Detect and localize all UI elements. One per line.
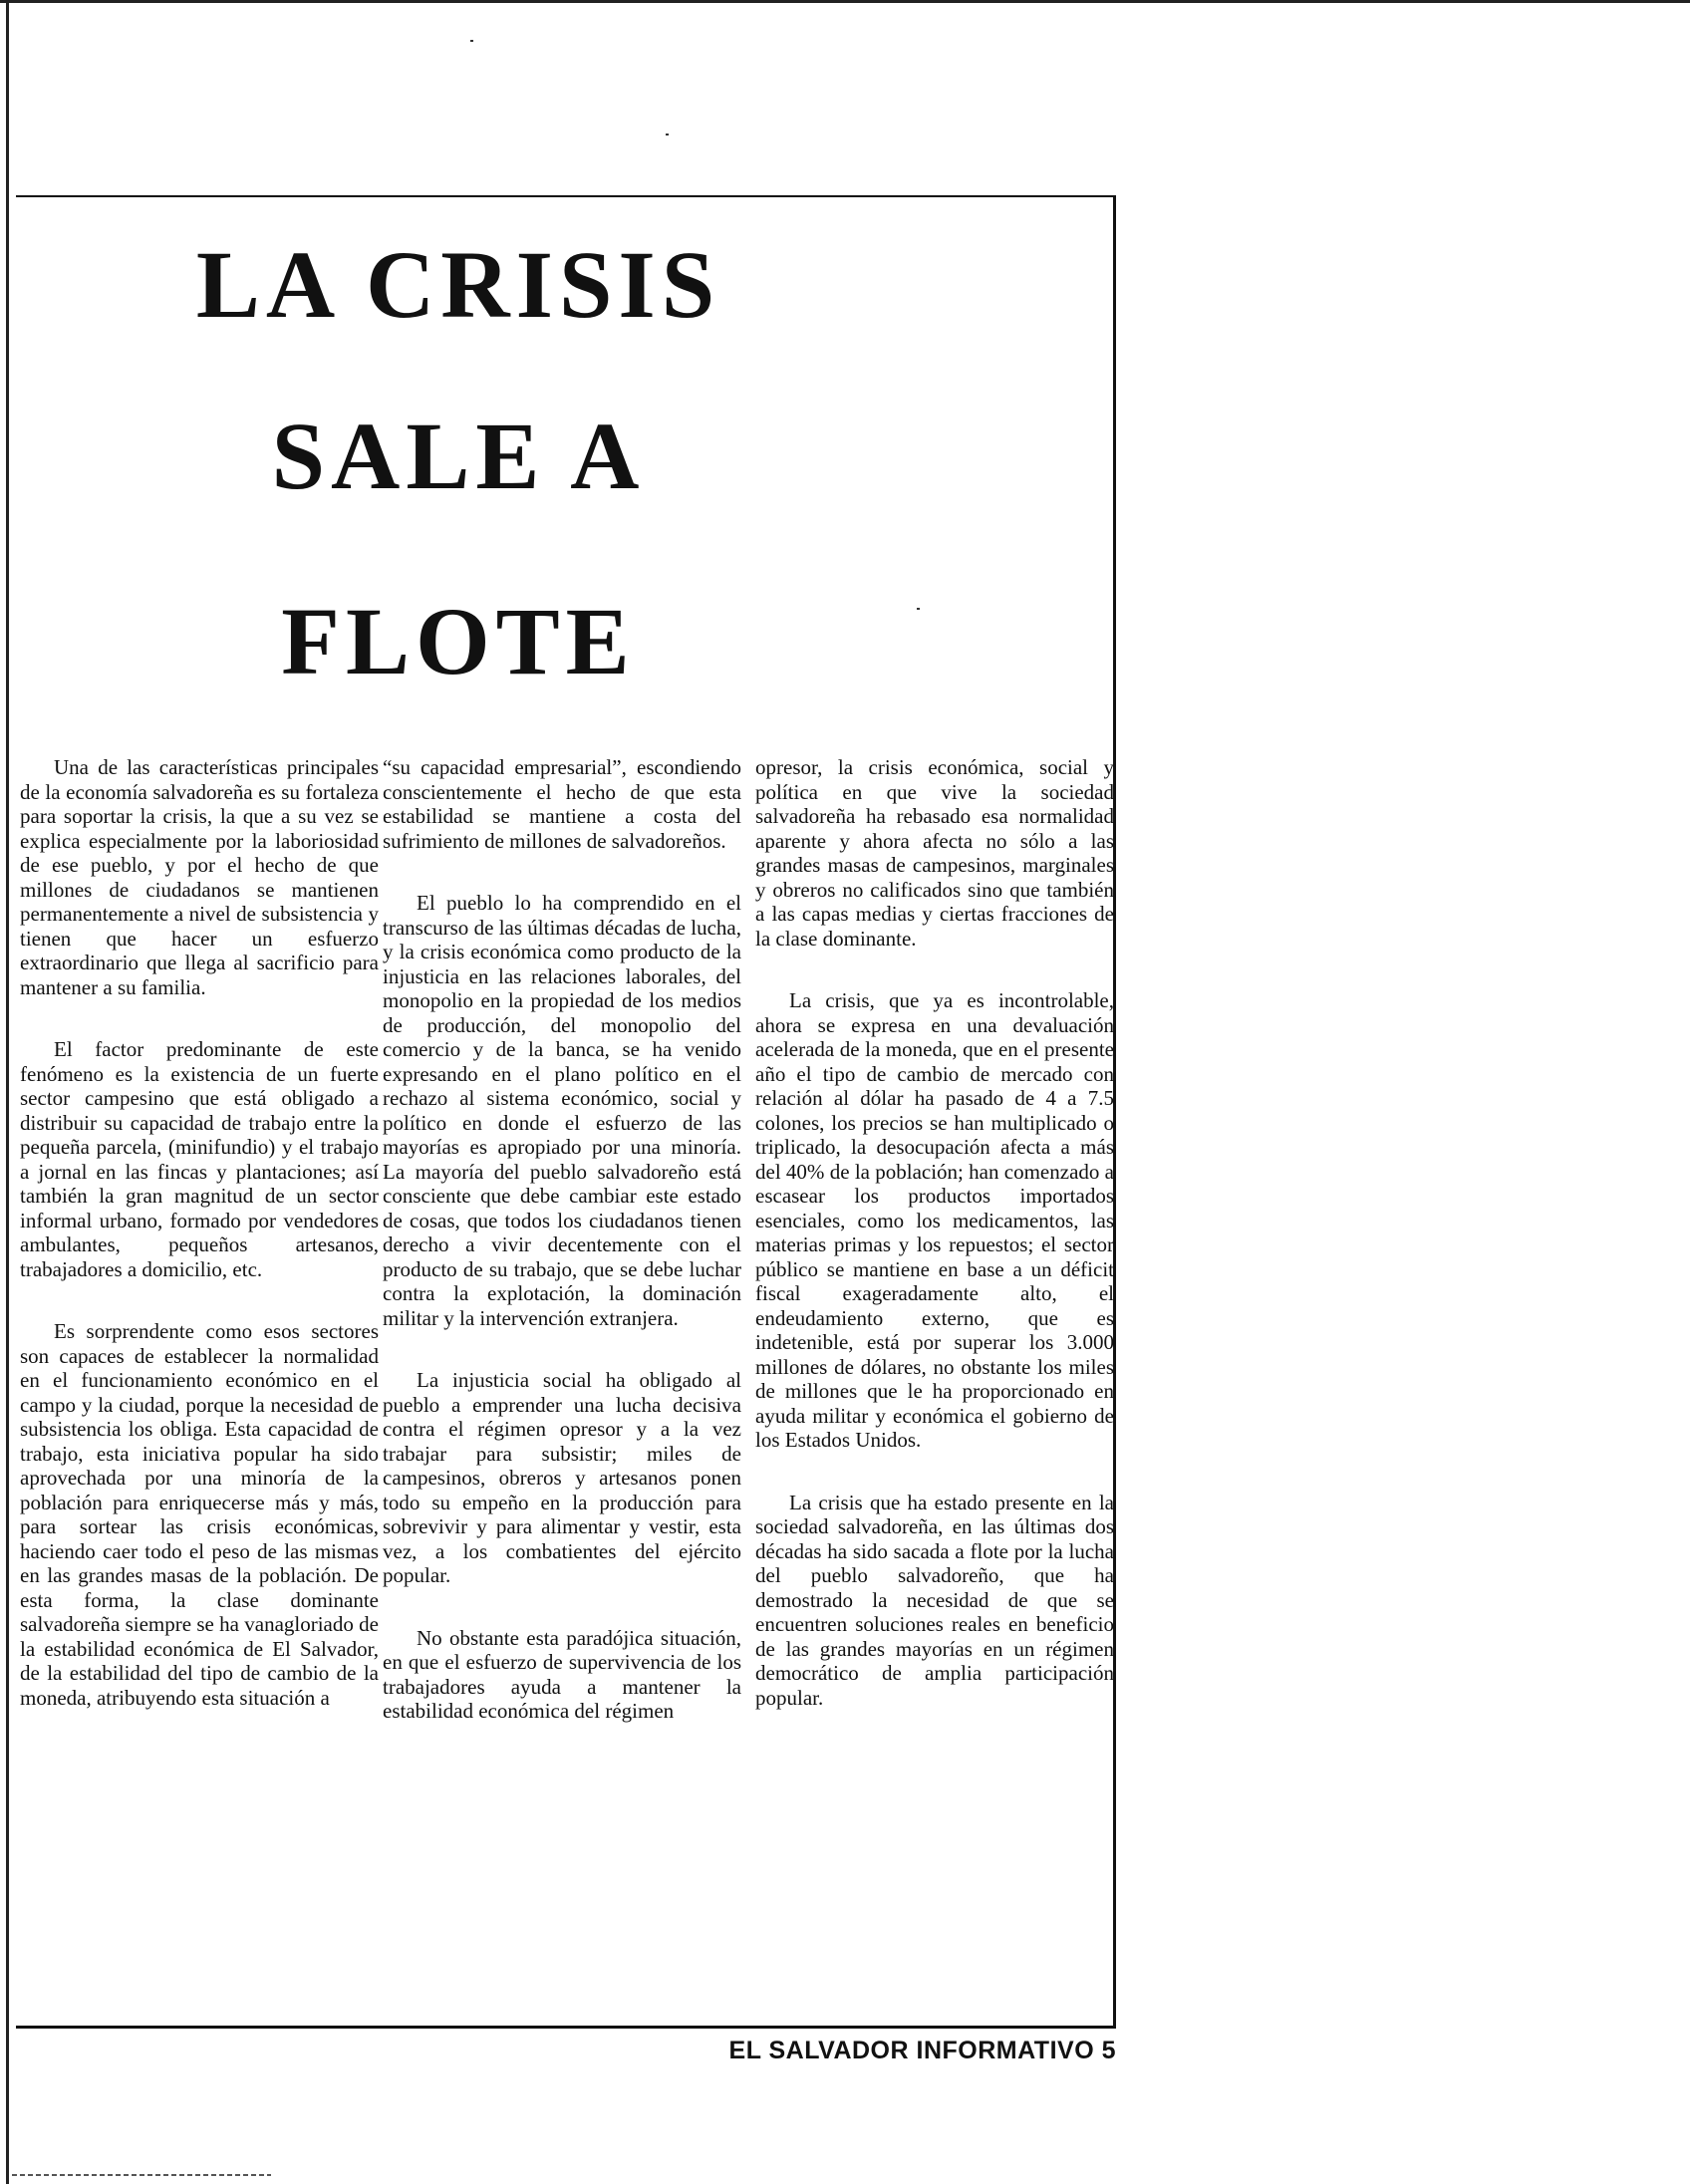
paragraph: La crisis que ha estado presente en la sociedad salvadoreña, en las últimas dos décadas ha sido sacada a flote por la lucha del pueblo salvadoreño, que ha demostrado la necesidad de que se encuentren soluciones reales en beneficio de las grandes mayorías en un régimen democrático de amplia participación popular.: [755, 1490, 1114, 1710]
scan-speck: [470, 40, 473, 42]
scan-speck: [666, 134, 669, 136]
paragraph: Es sorprendente como esos sectores son capaces de establecer la normalidad en el funcionamiento económico en el campo y la ciudad, porque la necesidad de subsistencia los obliga. Esta capacidad de trabajo, esta iniciativa popular ha sido aprovechada por una minoría de la población para enriquecerse más y más, para sortear las crisis económicas, haciendo caer todo el peso de las mismas en las grandes masas de la población. De esta forma, la clase dominante salvadoreña siempre se ha vanagloriado de la estabilidad económica de El Salvador, de la estabilidad del tipo de cambio de la moneda, atribuyendo esta situación a: [20, 1319, 379, 1710]
article-column-2: [383, 755, 741, 1724]
paragraph: El pueblo lo ha comprendido en el transcurso de las últimas décadas de lucha, y la crisis económica como producto de la injusticia en las relaciones laborales, del monopolio en la propiedad de los medios de producción, del monopolio del comercio y de la banca, se ha venido expresando en el plano político en el rechazo al sistema económico, social y político en donde el esfuerzo de las mayorías es apropiado por una minoría. La mayoría del pueblo salvadoreño está consciente que debe cambiar este estado de cosas, que todos los ciudadanos tienen derecho a vivir decentemente con el producto de su trabajo, que se debe luchar contra la explotación, la dominación militar y la intervención extranjera.: [383, 891, 741, 1330]
article-column-1: [20, 755, 379, 1710]
headline-line-1: LA CRISIS: [195, 231, 721, 338]
paragraph: La injusticia social ha obligado al pueblo a emprender una lucha decisiva contra el régimen opresor y a la vez trabajar para subsistir; miles de campesinos, obreros y artesanos ponen todo su empeño en la producción para sobrevivir y para alimentar y vestir, esta vez, a los combatientes del ejército popular.: [383, 1368, 741, 1587]
paragraph: Una de las características principales de la economía salvadoreña es su fortaleza para soportar la crisis, la que a su vez se explica especialmente por la laboriosidad de ese pueblo, y por el hecho de que millones de ciudadanos se mantienen permanentemente a nivel de subsistencia y tienen que hacer un esfuerzo extraordinario que llega al sacrificio para mantener a su familia.: [20, 755, 379, 999]
paragraph: La crisis, que ya es incontrolable, ahora se expresa en una devaluación acelerada de la moneda, que en el presente año el tipo de cambio de mercado con relación al dólar ha pasado de 4 a 7.5 colones, los precios se han multiplicado o triplicado, la desocupación afecta a más del 40% de la población; han comenzado a escasear los productos importados esenciales, como los medicamentos, las materias primas y los repuestos; el sector público se mantiene en base a un déficit fiscal exageradamente alto, el endeudamiento externo, que es indetenible, está por superar los 3.000 millones de dólares, no obstante los miles de millones que le ha proporcionado en ayuda militar y económica el gobierno de los Estados Unidos.: [755, 988, 1114, 1452]
paragraph: opresor, la crisis económica, social y política en que vive la sociedad salvadoreña ha rebasado esa normalidad aparente y ahora afecta no sólo a las grandes masas de campesinos, marginales y obreros no calificados sino que también a las capas medias y ciertas fracciones de la clase dominante.: [755, 755, 1114, 951]
article-column-3: [755, 755, 1114, 1710]
scan-border-left: [6, 0, 9, 2184]
headline-line-3: FLOTE: [281, 588, 636, 694]
scan-border-top: [0, 0, 1690, 3]
paragraph: No obstante esta paradójica situación, en que el esfuerzo de supervivencia de los trabajadores ayuda a mantener la estabilidad económica del régimen: [383, 1625, 741, 1723]
scan-border-bottom: [12, 2174, 271, 2176]
publication-footer: EL SALVADOR INFORMATIVO 5: [728, 2037, 1116, 2064]
paragraph: El factor predominante de este fenómeno es la existencia de un fuerte sector campesino que está obligado a distribuir su capacidad de trabajo entre la pequeña parcela, (minifundio) y el trabajo a jornal en las fincas y plantaciones; así también la gran magnitud de un sector informal urbano, formado por vendedores ambulantes, pequeños artesanos, trabajadores a domicilio, etc.: [20, 1037, 379, 1281]
headline-line-2: SALE A: [271, 403, 646, 509]
paragraph: “su capacidad empresarial”, escondiendo conscientemente el hecho de que esta estabilidad se mantiene a costa del sufrimiento de millones de salvadoreños.: [383, 755, 741, 853]
